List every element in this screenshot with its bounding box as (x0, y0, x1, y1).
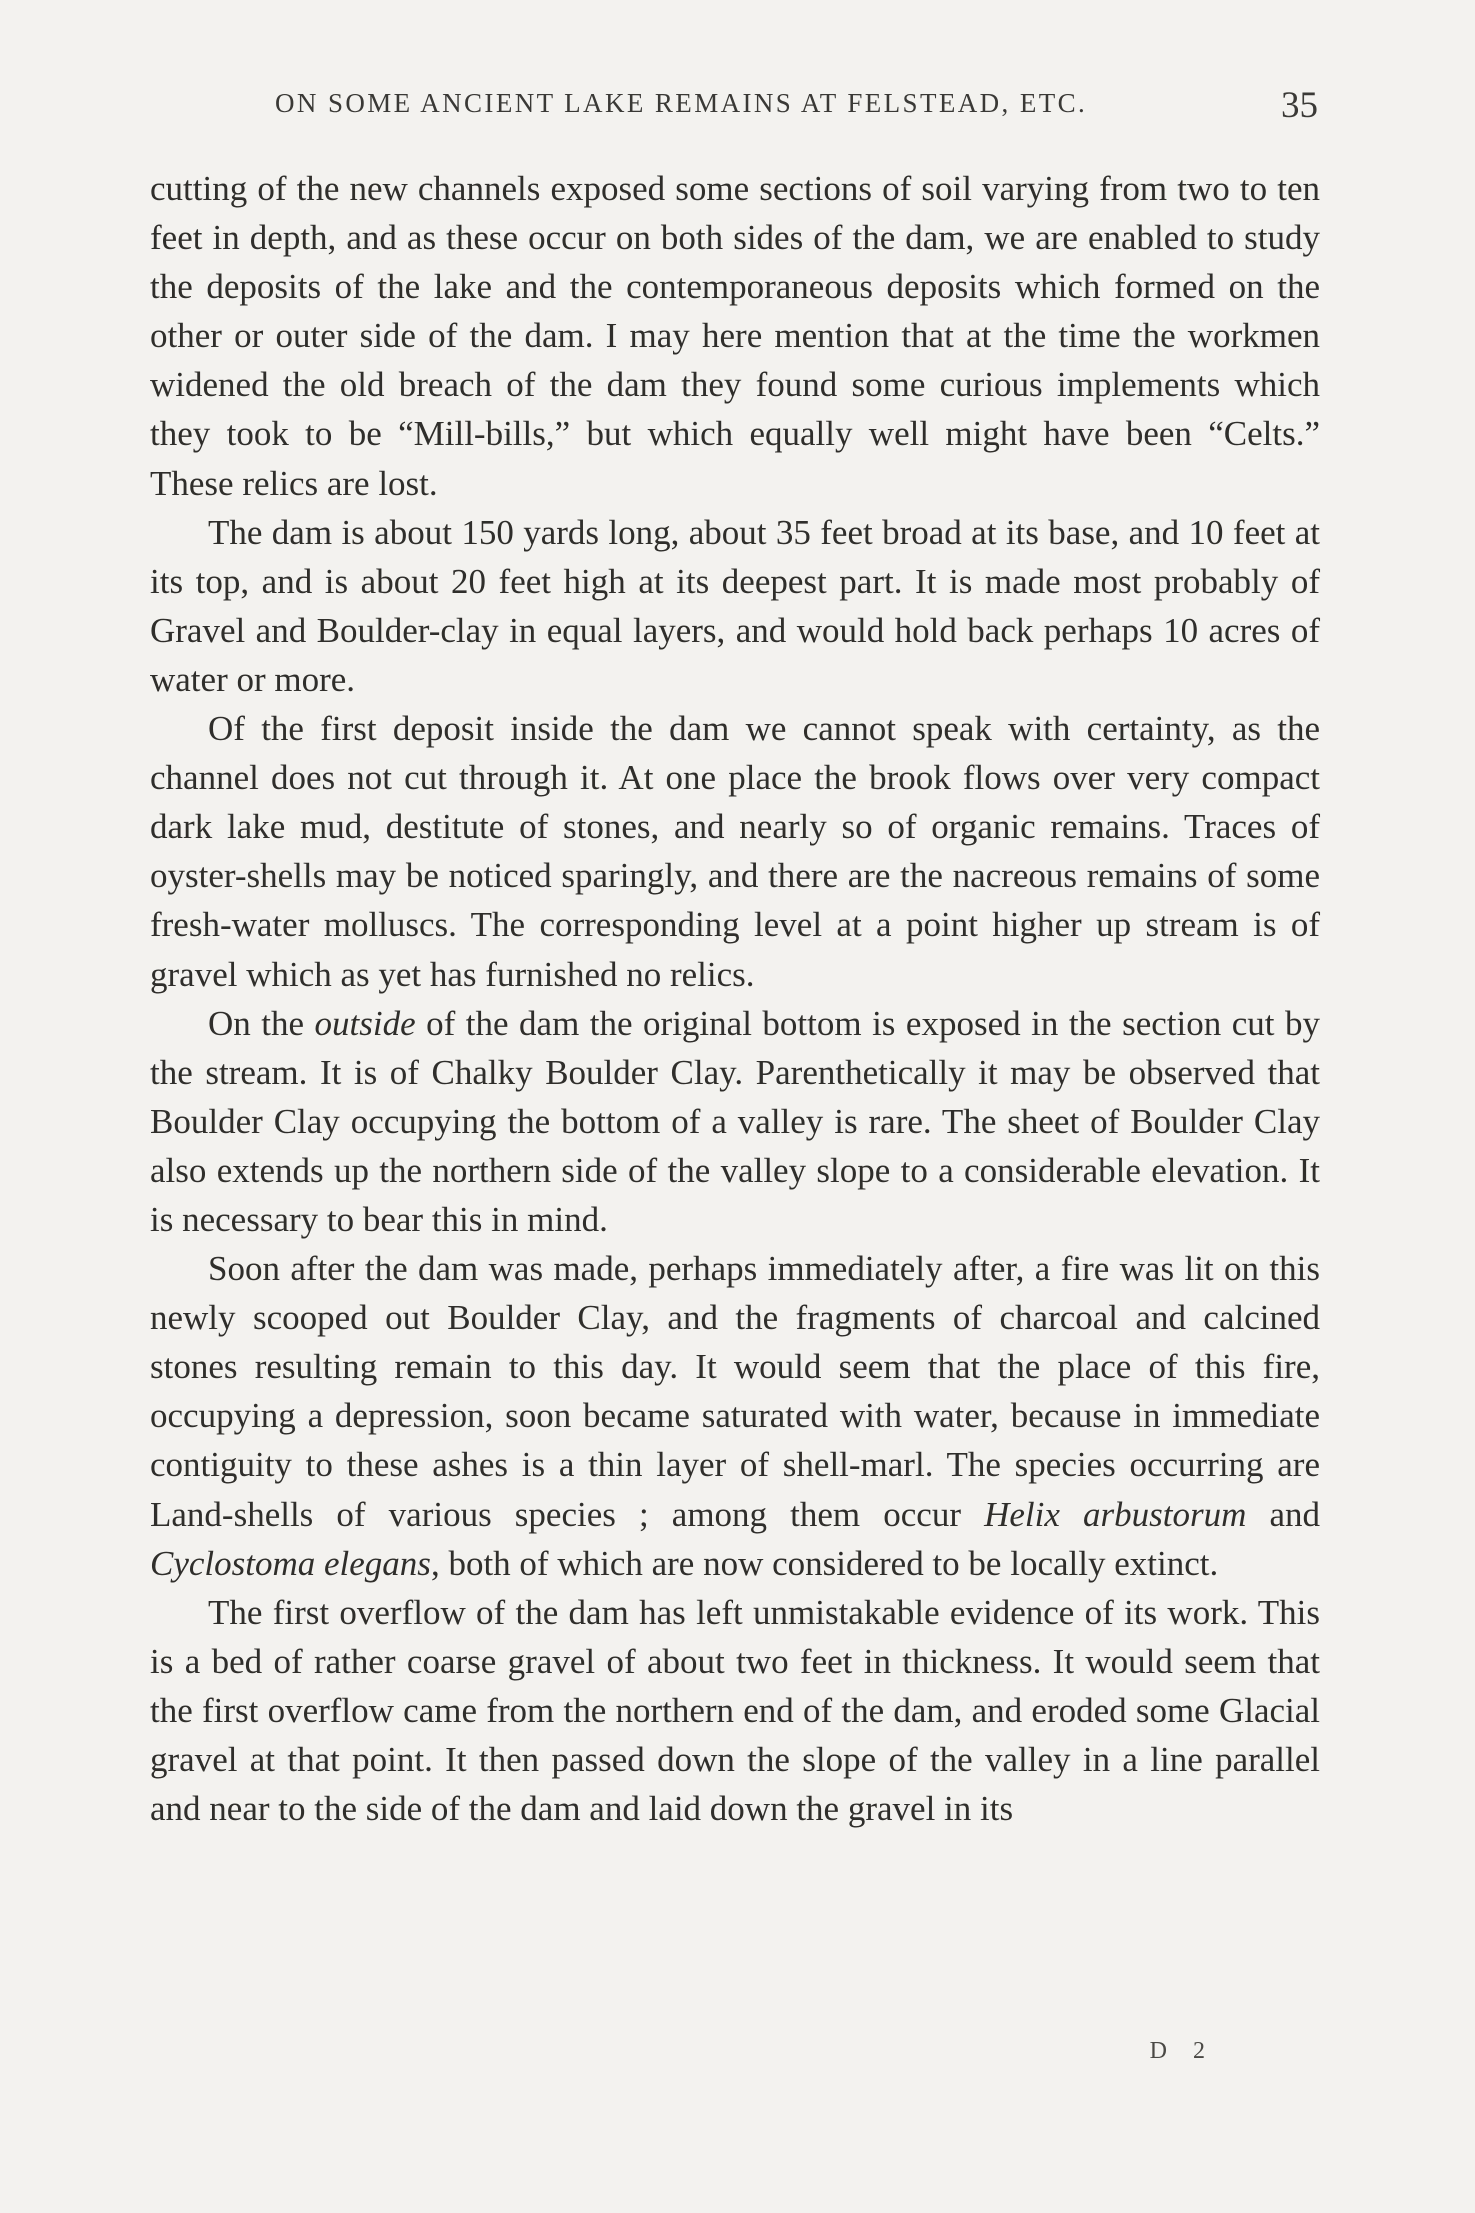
italic-text: Helix arbustorum (984, 1494, 1247, 1534)
paragraph (150, 164, 1320, 508)
text-segment: cutting of the new channels exposed some sections of soil varying from two to ten feet in depth, and as these occur on both sides of the dam, we are enabled to study the deposits of the lake and the contemporaneous deposits which formed on the other or outer side of the dam. I may here mention that at the time the workmen widened the old breach of the dam they found some curious implements which they took to be “Mill-bills,” but which equally well might have been “Celts.” These relics are lost. (150, 169, 1320, 503)
running-head (150, 80, 1320, 140)
text-segment: and (1246, 1494, 1320, 1534)
text-segment: of the dam the original bottom is exposed in the section cut by the stream. It is of Chalky Boulder Clay. Parenthetically it may be observed that Boulder Clay occupying the bottom of a valley is rare. The sheet of Boulder Clay also extends up the northern side of the valley slope to a considerable elevation. It is necessary to bear this in mind. (150, 1003, 1320, 1239)
running-title: ON SOME ANCIENT LAKE REMAINS AT FELSTEAD, ETC. (275, 88, 1088, 118)
book-page (150, 80, 1320, 2180)
page-number: 35 (1281, 85, 1318, 126)
text-segment: , both of which are now considered to be locally extinct. (430, 1543, 1219, 1583)
text-segment: Soon after the dam was made, perhaps immediately after, a fire was lit on this newly scooped out Boulder Clay, and the fragments of charcoal and calcined stones resulting remain to this day. It would seem that the place of this fire, occupying a depression, soon became saturated with water, because in immediate contiguity to these ashes is a thin layer of shell-marl. The species occurring are Land-shells of various species ; among them occur (150, 1249, 1320, 1534)
text-segment: Of the first deposit inside the dam we cannot speak with certainty, as the channel does not cut through it. At one place the brook flows over very compact dark lake mud, destitute of stones, and nearly so of organic remains. Traces of oyster-shells may be noticed sparingly, and there are the nacreous remains of some fresh-water molluscs. The corresponding level at a point higher up stream is of gravel which as yet has furnished no relics. (150, 709, 1320, 994)
paragraph (150, 704, 1320, 999)
text-segment: The first overflow of the dam has left unmistakable evidence of its work. This is a bed of rather coarse gravel of about two feet in thickness. It would seem that the first overflow came from the northern end of the dam, and eroded some Glacial gravel at that point. It then passed down the slope of the valley in a line parallel and near to the side of the dam and laid down the gravel in its (150, 1592, 1320, 1829)
paragraph (150, 999, 1320, 1244)
italic-text: outside (314, 1003, 416, 1043)
paragraph (150, 1244, 1320, 1588)
paragraph (150, 1588, 1320, 1833)
signature-mark: D 2 (1149, 2038, 1215, 2064)
italic-text: Cyclostoma elegans (150, 1543, 431, 1583)
text-segment: On the (208, 1003, 315, 1043)
paragraph (150, 508, 1320, 704)
body-text (150, 164, 1320, 1833)
text-segment: The dam is about 150 yards long, about 35 feet broad at its base, and 10 feet at its top, and is about 20 feet high at its deepest part. It is made most probably of Gravel and Boulder-clay in equal layers, and would hold back perhaps 10 acres of water or more. (150, 512, 1320, 699)
